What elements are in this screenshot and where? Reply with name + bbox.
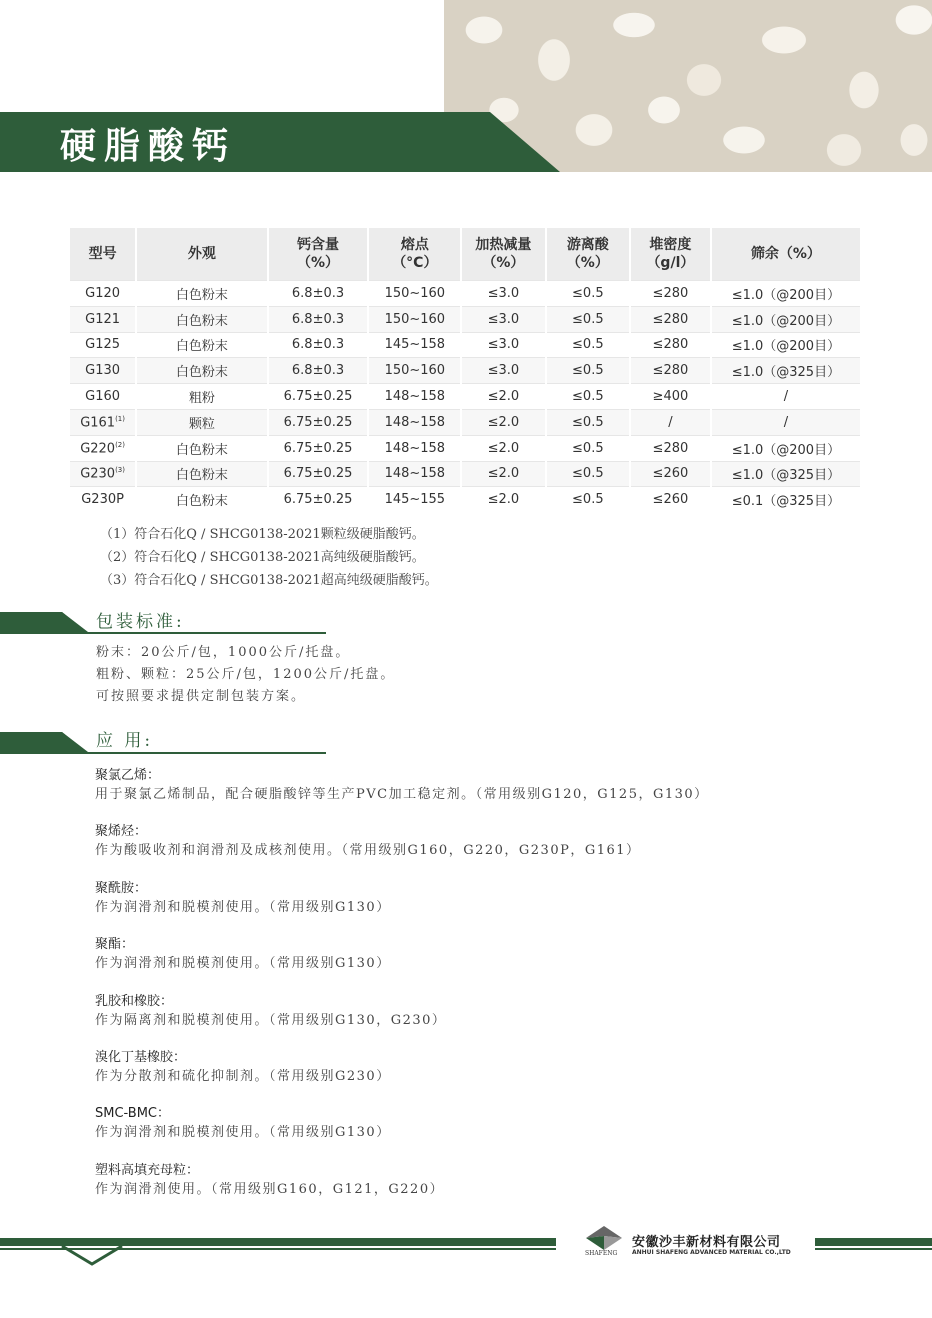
cell-value: ≤260 [652, 492, 689, 508]
table-cell-model [70, 281, 136, 307]
table-cell-appearance [136, 409, 267, 435]
table-body [70, 281, 861, 513]
table-row [70, 281, 861, 307]
table-cell-sieve [711, 487, 861, 512]
table-cell-appearance [136, 487, 267, 512]
table-cell-acid [546, 409, 630, 435]
cell-value: 6.8±0.3 [291, 337, 345, 353]
cell-value: 白色粉末 [175, 339, 228, 355]
cell-value: ≤0.5 [572, 440, 604, 456]
cell-value: G220 [80, 440, 116, 456]
application-name: 聚酰胺： [95, 880, 148, 896]
cell-value: 6.8±0.3 [291, 285, 345, 301]
company-name-en: ANHUI SHAFENG ADVANCED MATERIAL CO.,LTD [632, 1249, 791, 1256]
table-cell-calcium [268, 281, 369, 307]
application-item [95, 766, 855, 822]
cell-value: ≤1.0（@200目） [731, 339, 841, 355]
cell-value: ≤260 [652, 466, 689, 482]
table-cell-calcium [268, 487, 369, 512]
header-label: 堆密度 [649, 237, 692, 253]
cell-value: 白色粉末 [175, 313, 228, 329]
packaging-line: 粗粉、颗粒：25公斤/包，1200公斤/托盘。 [96, 667, 396, 682]
packaging-line: 粉末：20公斤/包，1000公斤/托盘。 [96, 645, 351, 660]
cell-value: 白色粉末 [175, 365, 228, 381]
cell-value: ≤280 [652, 337, 689, 353]
cell-value: G121 [85, 311, 121, 327]
table-cell-appearance [136, 306, 267, 332]
cell-value: 颗粒 [188, 416, 215, 432]
header-unit: （%） [566, 255, 609, 271]
table-cell-sieve [711, 461, 861, 487]
application-name: 聚酯： [95, 937, 135, 953]
footnote: （3）符合石化Q / SHCG0138-2021超高纯级硬脂酸钙。 [100, 573, 438, 588]
table-header-cell [268, 228, 369, 281]
header-label: 钙含量 [297, 237, 340, 253]
cell-value: 6.75±0.25 [283, 389, 353, 405]
table-row [70, 384, 861, 410]
cell-value: ≤0.5 [572, 285, 604, 301]
footnote-marker: (1) [115, 414, 125, 423]
table-cell-melting [368, 409, 461, 435]
table-cell-melting [368, 435, 461, 461]
table-cell-model [70, 435, 136, 461]
footnote-marker: (3) [115, 466, 125, 475]
header-label: 加热减量 [475, 237, 532, 253]
application-item [95, 992, 855, 1048]
cell-value: 6.8±0.3 [291, 363, 345, 379]
cell-value: 145~158 [384, 337, 446, 353]
header-label: 型号 [88, 246, 117, 262]
application-desc: 作为润滑剂和脱模剂使用。（常用级别G130） [95, 899, 391, 915]
cell-value: 148~158 [384, 440, 446, 456]
application-item [95, 822, 855, 878]
cell-value: ≤280 [652, 311, 689, 327]
table-cell-acid [546, 358, 630, 384]
table-cell-melting [368, 384, 461, 410]
application-name: 溴化丁基橡胶： [95, 1049, 187, 1065]
table-cell-density [630, 487, 711, 512]
footer-bar [0, 1228, 932, 1278]
table-cell-density [630, 435, 711, 461]
cell-value: ≤2.0 [487, 414, 520, 430]
table-cell-acid [546, 435, 630, 461]
header-label: 熔点 [400, 237, 429, 253]
table-row [70, 461, 861, 487]
logo-text: SHAFENG [585, 1250, 618, 1257]
application-item [95, 935, 855, 991]
cell-value: ≤1.0（@200目） [731, 442, 841, 458]
table-cell-acid [546, 281, 630, 307]
table-cell-melting [368, 358, 461, 384]
cell-value: / [783, 414, 789, 430]
table-cell-sieve [711, 435, 861, 461]
cell-value: 白色粉末 [175, 442, 228, 458]
table-cell-loss [461, 384, 545, 410]
cell-value: ≤0.5 [572, 466, 604, 482]
table-cell-density [630, 409, 711, 435]
cell-value: 148~158 [384, 389, 446, 405]
cell-value: G230P [81, 492, 124, 508]
table-row [70, 306, 861, 332]
cell-value: 150~160 [384, 311, 446, 327]
table-cell-sieve [711, 306, 861, 332]
table-cell-loss [461, 487, 545, 512]
table-cell-melting [368, 332, 461, 358]
cell-value: ≤1.0（@325目） [731, 468, 841, 484]
table-cell-melting [368, 306, 461, 332]
cell-value: ≤2.0 [487, 440, 520, 456]
table-cell-calcium [268, 435, 369, 461]
table-cell-density [630, 461, 711, 487]
cell-value: / [783, 389, 789, 405]
cell-value: 6.75±0.25 [283, 440, 353, 456]
header-label: 筛余（%） [750, 246, 821, 262]
table-cell-appearance [136, 281, 267, 307]
table-cell-loss [461, 332, 545, 358]
packaging-line: 可按照要求提供定制包装方案。 [96, 689, 307, 704]
header-unit: （°C） [392, 255, 438, 271]
cell-value: ≤0.5 [572, 337, 604, 353]
cell-value: 白色粉末 [175, 287, 228, 303]
table-cell-appearance [136, 332, 267, 358]
cell-value: ≤3.0 [487, 337, 520, 353]
cell-value: ≤280 [652, 440, 689, 456]
table-cell-loss [461, 358, 545, 384]
cell-value: G130 [85, 363, 121, 379]
table-row [70, 332, 861, 358]
table-cell-loss [461, 306, 545, 332]
table-cell-appearance [136, 384, 267, 410]
cell-value: 150~160 [384, 285, 446, 301]
table-cell-loss [461, 435, 545, 461]
cell-value: G230 [80, 466, 116, 482]
table-cell-calcium [268, 461, 369, 487]
cell-value: / [668, 414, 673, 430]
application-name: 聚烯烃： [95, 824, 148, 840]
applications-title: 应 用: [96, 731, 154, 751]
table-cell-sieve [711, 332, 861, 358]
table-cell-acid [546, 384, 630, 410]
table-cell-appearance [136, 435, 267, 461]
cell-value: ≤0.5 [572, 311, 604, 327]
cell-value: 白色粉末 [175, 468, 228, 484]
application-desc: 用于聚氯乙烯制品，配合硬脂酸锌等生产PVC加工稳定剂。（常用级别G120，G125，G130） [95, 787, 709, 802]
table-header-cell [546, 228, 630, 281]
table-cell-appearance [136, 358, 267, 384]
cell-value: G160 [85, 389, 121, 405]
cell-value: ≤0.5 [572, 389, 604, 405]
table-cell-density [630, 332, 711, 358]
table-cell-acid [546, 306, 630, 332]
application-name: SMC-BMC： [95, 1106, 170, 1122]
cell-value: 粗粉 [188, 391, 215, 407]
table-row [70, 409, 861, 435]
cell-value: 白色粉末 [175, 494, 228, 510]
table-cell-melting [368, 487, 461, 512]
table-cell-acid [546, 487, 630, 512]
packaging-title: 包装标准: [96, 612, 185, 632]
application-item [95, 1161, 855, 1217]
table-row [70, 358, 861, 384]
table-cell-calcium [268, 306, 369, 332]
company-name-cn: 安徽沙丰新材料有限公司 [632, 1235, 781, 1250]
application-desc: 作为润滑剂使用。（常用级别G160，G121，G220） [95, 1181, 445, 1197]
table-header-cell [70, 228, 136, 281]
cell-value: ≤0.1（@325目） [731, 494, 841, 510]
table-cell-acid [546, 461, 630, 487]
footnote: （2）符合石化Q / SHCG0138-2021高纯级硬脂酸钙。 [100, 550, 425, 565]
application-desc: 作为酸吸收剂和润滑剂及成核剂使用。（常用级别G160，G220，G230P，G161） [95, 843, 641, 859]
cell-value: ≤1.0（@325目） [731, 365, 841, 381]
application-desc: 作为润滑剂和脱模剂使用。（常用级别G130） [95, 956, 391, 972]
table-cell-model [70, 384, 136, 410]
table-cell-loss [461, 461, 545, 487]
table-header-cell [368, 228, 461, 281]
cell-value: ≤0.5 [572, 414, 604, 430]
table-cell-calcium [268, 384, 369, 410]
applications-header-bar [0, 726, 326, 756]
cell-value: ≤3.0 [487, 285, 520, 301]
cell-value: 6.75±0.25 [283, 492, 353, 508]
table-header-cell [461, 228, 545, 281]
cell-value: ≤2.0 [487, 389, 520, 405]
table-cell-loss [461, 409, 545, 435]
table-cell-density [630, 358, 711, 384]
cell-value: ≤3.0 [487, 363, 520, 379]
table-cell-density [630, 281, 711, 307]
table-cell-model [70, 332, 136, 358]
table-header-row [70, 228, 861, 281]
table-cell-model [70, 487, 136, 512]
cell-value: 6.75±0.25 [283, 466, 353, 482]
table-cell-appearance [136, 461, 267, 487]
table-cell-sieve [711, 281, 861, 307]
table-cell-model [70, 358, 136, 384]
cell-value: G161 [80, 415, 116, 431]
cell-value: 148~158 [384, 466, 446, 482]
cell-value: ≤0.5 [572, 363, 604, 379]
cell-value: 6.8±0.3 [291, 311, 345, 327]
table-cell-sieve [711, 384, 861, 410]
table-cell-sieve [711, 409, 861, 435]
application-name: 塑料高填充母粒： [95, 1162, 200, 1178]
table-cell-density [630, 306, 711, 332]
application-desc: 作为分散剂和硫化抑制剂。（常用级别G230） [95, 1068, 391, 1084]
cell-value: 150~160 [384, 363, 446, 379]
application-item [95, 1048, 855, 1104]
footnote: （1）符合石化Q / SHCG0138-2021颗粒级硬脂酸钙。 [100, 527, 425, 542]
table-cell-melting [368, 461, 461, 487]
table-cell-sieve [711, 358, 861, 384]
cell-value: ≤2.0 [487, 492, 520, 508]
table-header-cell [136, 228, 267, 281]
cell-value: ≤1.0（@200目） [731, 313, 841, 329]
cell-value: ≤1.0（@200目） [731, 287, 841, 303]
header-unit: （g/l） [646, 255, 695, 271]
table-cell-calcium [268, 358, 369, 384]
cell-value: G125 [85, 337, 121, 353]
application-item [95, 879, 855, 935]
cell-value: G120 [85, 285, 121, 301]
table-header-cell [630, 228, 711, 281]
table-header-cell [711, 228, 861, 281]
header-label: 外观 [187, 246, 216, 262]
applications-list [95, 766, 855, 1217]
cell-value: ≥400 [652, 389, 689, 405]
table-cell-model [70, 306, 136, 332]
application-desc: 作为隔离剂和脱模剂使用。（常用级别G130，G230） [95, 1012, 447, 1028]
header-label: 游离酸 [566, 237, 609, 253]
table-cell-calcium [268, 332, 369, 358]
cell-value: ≤3.0 [487, 311, 520, 327]
table-cell-calcium [268, 409, 369, 435]
table-cell-density [630, 384, 711, 410]
cell-value: 145~155 [384, 492, 446, 508]
cell-value: ≤280 [652, 363, 689, 379]
footnotes [100, 523, 438, 592]
table-row [70, 435, 861, 461]
cell-value: ≤0.5 [572, 492, 604, 508]
cell-value: ≤2.0 [487, 466, 520, 482]
footnote-marker: (2) [115, 440, 125, 449]
header-unit: （%） [297, 255, 340, 271]
cell-value: 148~158 [384, 414, 446, 430]
table-row [70, 487, 861, 512]
cell-value: 6.75±0.25 [283, 414, 353, 430]
table-cell-melting [368, 281, 461, 307]
table-cell-model [70, 461, 136, 487]
application-name: 聚氯乙烯： [95, 768, 161, 783]
application-name: 乳胶和橡胶： [95, 993, 174, 1009]
packaging-text [96, 642, 395, 708]
table-cell-model [70, 409, 136, 435]
spec-table [70, 228, 862, 512]
header-unit: （%） [482, 255, 525, 271]
cell-value: ≤280 [652, 285, 689, 301]
application-desc: 作为润滑剂和脱模剂使用。（常用级别G130） [95, 1125, 391, 1141]
table-cell-loss [461, 281, 545, 307]
application-item [95, 1104, 855, 1160]
page-title: 硬脂酸钙 [60, 126, 237, 167]
table-cell-acid [546, 332, 630, 358]
